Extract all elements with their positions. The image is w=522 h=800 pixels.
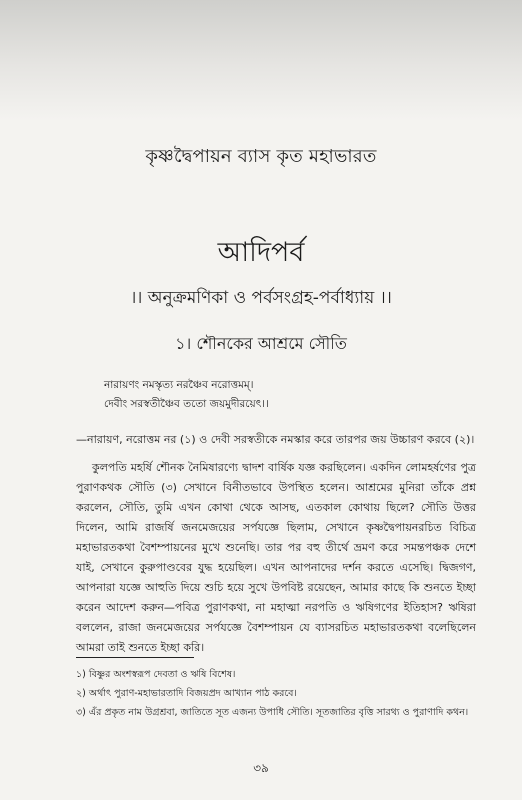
parva-title: আদিপর্ব bbox=[217, 237, 305, 268]
verse-line-1: নারায়ণং নমস্কৃত্য নরঞ্চৈব নরোত্তমম্। bbox=[104, 379, 254, 391]
verse-line-2: দেবীং সরস্বতীঞ্চৈব ততো জয়মুদীরয়েৎ।। bbox=[104, 398, 269, 410]
chapter-title: ১। শৌনকের আশ্রমে সৌতি bbox=[175, 334, 347, 353]
section-subtitle: ।। অনুক্রমণিকা ও পর্বসংগ্রহ-পর্বাধ্যায় ।। bbox=[130, 288, 392, 308]
footnote-rule bbox=[76, 657, 194, 658]
page-number: ৩৯ bbox=[253, 761, 269, 775]
footnote-3: ৩) এঁর প্রকৃত নাম উগ্রশ্রবা, জাতিতে সূত এজন্য উপাধি সৌতি। সূতজাতির বৃত্তি সারথ্য ও পুরাণাদি কথন। bbox=[76, 707, 469, 718]
footnotes bbox=[76, 665, 506, 722]
body-text bbox=[76, 430, 476, 658]
paragraph-translation: —নারায়ণ, নরোত্তম নর (১) ও দেবী সরস্বতীকে নমস্কার করে তারপর জয় উচ্চারণ করবে (২)। bbox=[76, 433, 475, 446]
footnote-1: ১) বিষ্ণুর অংশস্বরূপ দেবতা ও ঋষি বিশেষ। bbox=[76, 669, 236, 680]
book-title: কৃষ্ণদ্বৈপায়ন ব্যাস কৃত মহাভারত bbox=[145, 146, 377, 167]
paragraph-narrative: কুলপতি মহর্ষি শৌনক নৈমিষারণ্যে দ্বাদশ বার্ষিক যজ্ঞ করছিলেন। একদিন লোমহর্ষণের পুত্র পুরাণকথক সৌতি (৩) সেখানে বিনীতভাবে উপস্থিত হলেন। আশ্রমের মুনিরা তাঁকে প্রশ্ন করলেন, সৌতি, তুমি এখন কোথা থেকে আসছ, এতকাল কোথায় ছিলে? সৌতি উত্তর দিলেন, আমি রাজর্ষি জনমেজয়ের সর্পযজ্ঞে ছিলাম, সেখানে কৃষ্ণদ্বৈপায়নরচিত বিচিত্র মহাভারতকথা বৈশম্পায়নের মুখে শুনেছি। তার পর বহু তীর্থে ভ্রমণ করে সমন্তপঞ্চক দেশে যাই, সেখানে কুরুপাণ্ডবের যুদ্ধ হয়েছিল। এখন আপনাদের দর্শন করতে এসেছি। দ্বিজগণ, আপনারা যজ্ঞে আহুতি দিয়ে শুচি হয়ে সুখে উপবিষ্ট রয়েছেন, আমার কাছে কি শুনতে ইচ্ছা করেন আদেশ করুন—পবিত্র পুরাণকথা, না মহাত্মা নরপতি ও ঋষিগণের ইতিহাস? ঋষিরা বললেন, রাজা জনমেজয়ের সর্পযজ্ঞে বৈশম্পায়ন যে ব্যাসরচিত মহাভারতকথা বলেছিলেন আমরা তাই শুনতে ইচ্ছা করি। bbox=[76, 461, 476, 654]
sanskrit-verse bbox=[104, 376, 484, 414]
footnote-2: ২) অর্থাৎ পুরাণ-মহাভারতাদি বিজয়প্রদ আখ্যান পাঠ করবে। bbox=[76, 688, 297, 699]
